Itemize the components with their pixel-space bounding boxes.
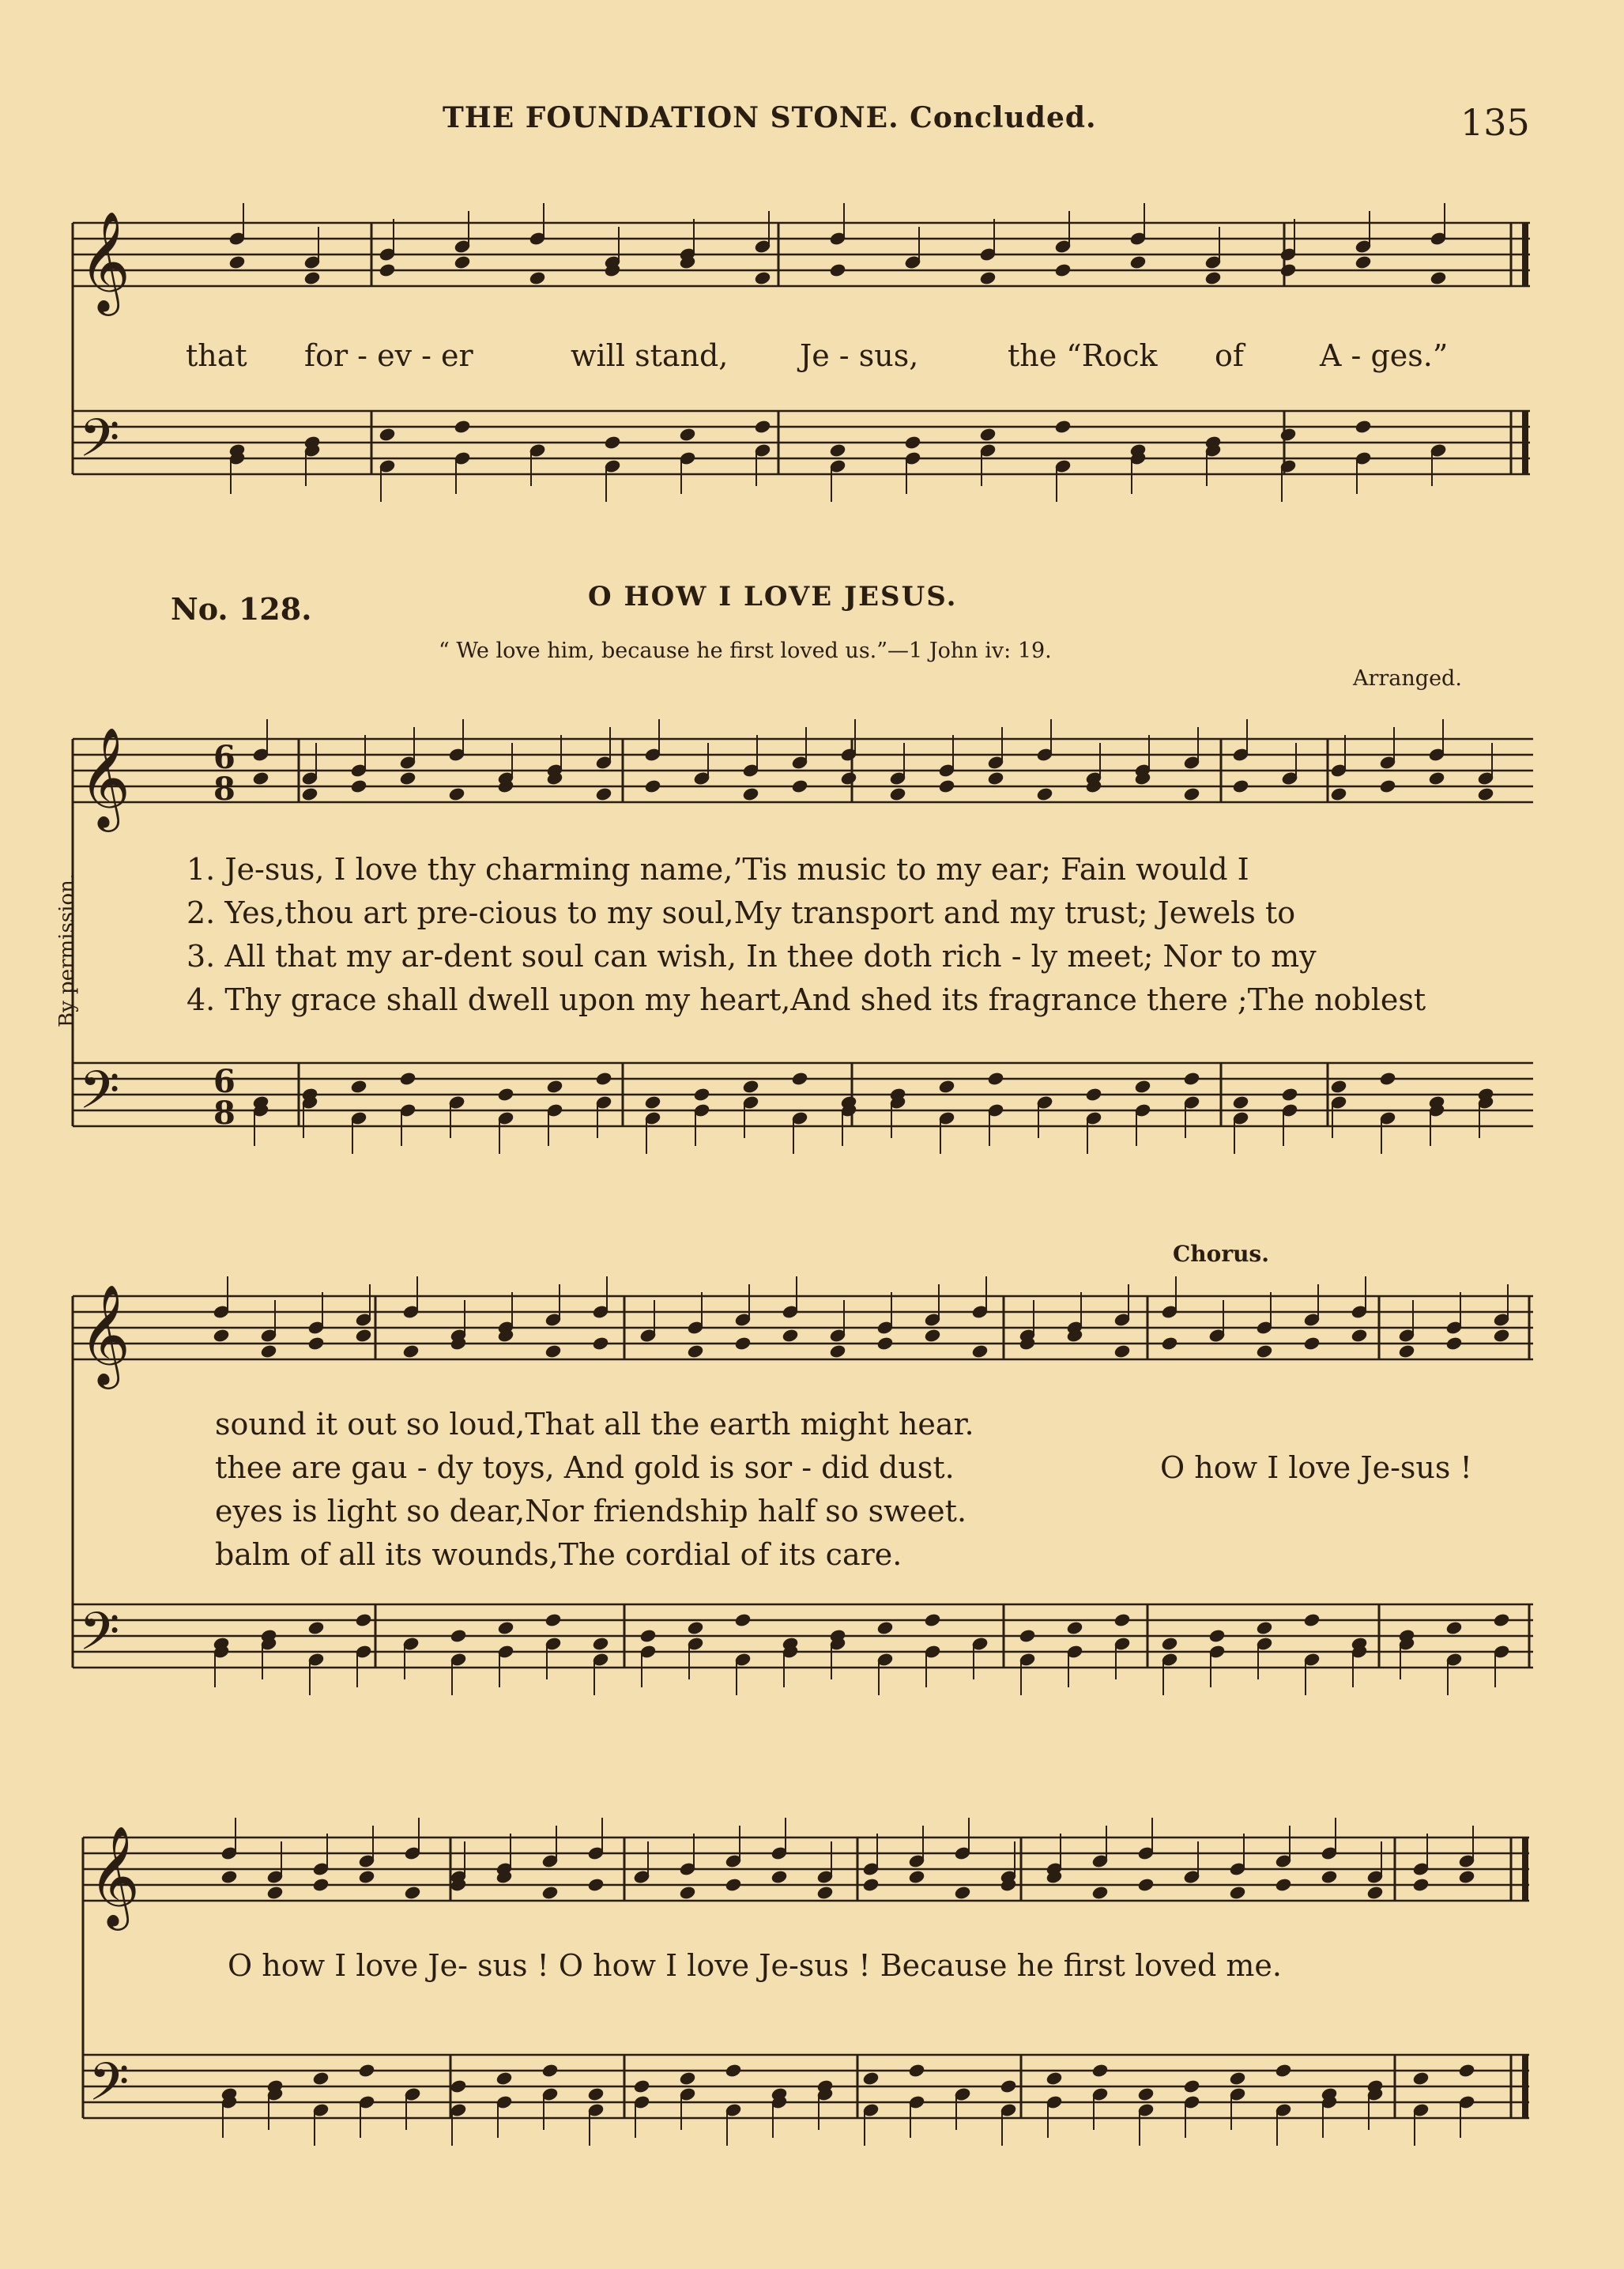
note-head bbox=[1137, 2087, 1154, 2101]
system2-barlines bbox=[73, 739, 1328, 1126]
note-head bbox=[1183, 787, 1200, 801]
note-head bbox=[644, 1095, 661, 1110]
note-head bbox=[1445, 1621, 1462, 1635]
verse-line: 4. Thy grace shall dwell upon my heart,And shed its fragrance there ;The noblest bbox=[187, 982, 1426, 1017]
note-head bbox=[904, 435, 921, 450]
note-head bbox=[889, 787, 906, 801]
note-head bbox=[303, 271, 320, 285]
note-head bbox=[987, 771, 1004, 786]
treble-clef-icon: 𝄞 bbox=[79, 210, 131, 311]
note-head bbox=[1275, 2064, 1291, 2078]
chorus-lyric-line: O how I love Je- sus ! O how I love Je-sus ! Because he first loved me. bbox=[228, 1948, 1282, 1983]
note-head bbox=[1412, 1878, 1429, 1892]
verse-line: 1. Je-sus, I love thy charming name,’Tis music to my ear; Fain would I bbox=[187, 852, 1249, 887]
note-head bbox=[1229, 1886, 1245, 1900]
note-head bbox=[816, 1886, 833, 1900]
note-head bbox=[1066, 1621, 1083, 1635]
note-head bbox=[734, 1613, 751, 1627]
note-head bbox=[587, 1878, 604, 1892]
note-head bbox=[595, 1072, 612, 1086]
note-head bbox=[546, 1080, 563, 1094]
note-head bbox=[979, 428, 996, 442]
note-head bbox=[1303, 1336, 1320, 1351]
note-head bbox=[1000, 2079, 1016, 2094]
permission-note: By permission. bbox=[55, 873, 79, 1027]
note-head bbox=[908, 2064, 925, 2078]
note-head bbox=[1493, 1329, 1509, 1343]
note-head bbox=[355, 1329, 371, 1343]
note-head bbox=[938, 1080, 955, 1094]
note-head bbox=[633, 2079, 650, 2094]
verse-line: sound it out so loud,That all the earth might hear. bbox=[215, 1407, 974, 1442]
note-head bbox=[1085, 1087, 1102, 1102]
note-head bbox=[307, 1336, 324, 1351]
note-head bbox=[1430, 271, 1446, 285]
page-number: 135 bbox=[1460, 101, 1530, 144]
chorus-lyric: O how I love Je-sus ! bbox=[1160, 1450, 1472, 1485]
note-head bbox=[639, 1629, 656, 1643]
bass-clef-icon: 𝄢 bbox=[89, 2052, 130, 2125]
note-head bbox=[1355, 420, 1371, 434]
note-head bbox=[687, 1344, 703, 1359]
note-head bbox=[644, 779, 661, 793]
note-head bbox=[1229, 2071, 1245, 2086]
note-head bbox=[350, 1080, 367, 1094]
lyric-word: the “Rock bbox=[1008, 338, 1158, 373]
bass-clef-icon: 𝄢 bbox=[79, 1601, 120, 1675]
note-head bbox=[1161, 1336, 1177, 1351]
note-head bbox=[829, 1344, 846, 1359]
note-head bbox=[220, 1870, 237, 1884]
note-head bbox=[587, 2087, 604, 2101]
note-head bbox=[312, 2071, 329, 2086]
note-head bbox=[1208, 1629, 1225, 1643]
note-head bbox=[1458, 1870, 1475, 1884]
note-head bbox=[1129, 255, 1146, 269]
note-head bbox=[1279, 263, 1296, 277]
note-head bbox=[829, 263, 846, 277]
note-head bbox=[497, 1087, 514, 1102]
running-title: THE FOUNDATION STONE. Concluded. bbox=[443, 101, 1097, 134]
note-head bbox=[301, 787, 318, 801]
note-head bbox=[1355, 255, 1371, 269]
note-head bbox=[687, 1621, 703, 1635]
note-head bbox=[1477, 787, 1494, 801]
note-head bbox=[1054, 263, 1071, 277]
note-head bbox=[604, 435, 620, 450]
note-head bbox=[379, 263, 395, 277]
note-head bbox=[954, 1886, 970, 1900]
note-head bbox=[312, 1878, 329, 1892]
note-head bbox=[725, 2064, 741, 2078]
svg-text:6: 6 bbox=[213, 1063, 235, 1100]
treble-clef-icon: 𝄞 bbox=[79, 1283, 131, 1385]
note-head bbox=[1379, 779, 1396, 793]
lyric-word: of bbox=[1215, 338, 1244, 373]
note-head bbox=[679, 2071, 695, 2086]
treble-clef-icon: 𝄞 bbox=[89, 1825, 141, 1926]
note-head bbox=[840, 771, 857, 786]
note-head bbox=[938, 779, 955, 793]
note-head bbox=[1458, 2064, 1475, 2078]
note-head bbox=[1256, 1344, 1272, 1359]
note-head bbox=[1091, 2064, 1108, 2078]
svg-text:8: 8 bbox=[213, 1095, 235, 1132]
system2-treble-staff bbox=[73, 739, 1533, 802]
note-head bbox=[307, 1621, 324, 1635]
note-head bbox=[1232, 779, 1249, 793]
note-head bbox=[1019, 1629, 1035, 1643]
note-head bbox=[1281, 1087, 1298, 1102]
note-head bbox=[829, 443, 846, 458]
svg-text:6: 6 bbox=[213, 739, 235, 776]
note-head bbox=[1279, 428, 1296, 442]
note-head bbox=[1303, 1613, 1320, 1627]
note-head bbox=[1091, 1886, 1108, 1900]
note-head bbox=[1398, 1344, 1415, 1359]
note-head bbox=[862, 1878, 879, 1892]
note-head bbox=[979, 271, 996, 285]
system3-treble-staff bbox=[73, 1296, 1533, 1359]
note-head bbox=[495, 2071, 512, 2086]
note-head bbox=[592, 1336, 609, 1351]
verse-line: balm of all its wounds,The cordial of its care. bbox=[215, 1537, 902, 1572]
lyric-word: Je - sus, bbox=[800, 338, 919, 373]
bass-clef-icon: 𝄢 bbox=[79, 408, 120, 481]
system1-barlines bbox=[73, 223, 1525, 474]
bass-clef-icon: 𝄢 bbox=[79, 1060, 120, 1133]
note-head bbox=[876, 1621, 893, 1635]
note-head bbox=[358, 1870, 375, 1884]
verse-line: thee are gau - dy toys, And gold is sor - did dust. bbox=[215, 1450, 955, 1485]
note-head bbox=[350, 779, 367, 793]
note-head bbox=[1204, 271, 1221, 285]
note-head bbox=[355, 1613, 371, 1627]
system4-bass-staff bbox=[83, 2055, 1529, 2118]
lyric-word: that bbox=[186, 338, 247, 373]
note-head bbox=[1113, 1613, 1130, 1627]
note-head bbox=[876, 1336, 893, 1351]
note-head bbox=[908, 1870, 925, 1884]
note-head bbox=[1256, 1621, 1272, 1635]
note-head bbox=[862, 2071, 879, 2086]
note-head bbox=[544, 1613, 561, 1627]
note-head bbox=[450, 2079, 466, 2094]
note-head bbox=[228, 255, 245, 269]
note-head bbox=[791, 779, 808, 793]
note-head bbox=[379, 428, 395, 442]
note-head bbox=[529, 271, 545, 285]
note-head bbox=[1366, 1886, 1383, 1900]
system4-treble-staff bbox=[83, 1837, 1529, 1901]
note-head bbox=[358, 2064, 375, 2078]
verse-line: eyes is light so dear,Nor friendship half so sweet. bbox=[215, 1494, 967, 1528]
note-head bbox=[402, 1344, 419, 1359]
epigraph: “ We love him, because he first loved us.”—1 John iv: 19. bbox=[439, 639, 1052, 663]
note-head bbox=[782, 1329, 798, 1343]
note-head bbox=[448, 787, 465, 801]
note-head bbox=[734, 1336, 751, 1351]
note-head bbox=[1351, 1329, 1367, 1343]
note-head bbox=[399, 771, 416, 786]
note-head bbox=[987, 1072, 1004, 1086]
note-head bbox=[497, 1621, 514, 1635]
note-head bbox=[260, 1344, 277, 1359]
note-head bbox=[454, 255, 470, 269]
note-head bbox=[771, 1870, 787, 1884]
note-head bbox=[266, 1886, 283, 1900]
treble-clef-icon: 𝄞 bbox=[79, 726, 131, 827]
system1-bass-staff bbox=[73, 411, 1530, 474]
note-head bbox=[1137, 1878, 1154, 1892]
verse-line: 3. All that my ar-dent soul can wish, In thee doth rich - ly meet; Nor to my bbox=[187, 939, 1317, 974]
note-head bbox=[1330, 1080, 1347, 1094]
note-head bbox=[754, 420, 771, 434]
note-head bbox=[924, 1613, 940, 1627]
note-head bbox=[1321, 1870, 1337, 1884]
note-head bbox=[791, 1072, 808, 1086]
note-head bbox=[595, 787, 612, 801]
hymn-number: No. 128. bbox=[171, 591, 312, 627]
hymn-title: O HOW I LOVE JESUS. bbox=[588, 581, 958, 612]
note-head bbox=[1183, 2079, 1200, 2094]
lyric-word: for - ev - er bbox=[304, 338, 473, 373]
lyric-word: will stand, bbox=[571, 338, 729, 373]
lyric-word: A - ges.” bbox=[1320, 338, 1449, 373]
note-head bbox=[725, 1878, 741, 1892]
note-head bbox=[450, 1629, 466, 1643]
note-head bbox=[252, 771, 269, 786]
arranged-credit: Arranged. bbox=[1353, 666, 1462, 691]
chorus-label: Chorus. bbox=[1173, 1241, 1269, 1267]
verse-line: 2. Yes,thou art pre-cious to my soul,My transport and my trust; Jewels to bbox=[187, 895, 1296, 930]
note-head bbox=[1412, 2071, 1429, 2086]
note-head bbox=[544, 1344, 561, 1359]
note-head bbox=[679, 428, 695, 442]
note-head bbox=[541, 1886, 558, 1900]
note-head bbox=[592, 1637, 609, 1651]
note-head bbox=[1046, 2071, 1062, 2086]
note-head bbox=[1134, 1080, 1151, 1094]
note-head bbox=[213, 1329, 229, 1343]
note-head bbox=[454, 420, 470, 434]
note-head bbox=[971, 1344, 988, 1359]
note-head bbox=[1183, 1072, 1200, 1086]
note-head bbox=[693, 1087, 710, 1102]
note-head bbox=[742, 787, 759, 801]
note-head bbox=[742, 1080, 759, 1094]
note-head bbox=[541, 2064, 558, 2078]
note-head bbox=[1161, 1637, 1177, 1651]
note-head bbox=[754, 271, 771, 285]
note-head bbox=[1232, 1095, 1249, 1110]
note-head bbox=[1036, 787, 1053, 801]
note-head bbox=[1379, 1072, 1396, 1086]
note-head bbox=[924, 1329, 940, 1343]
note-head bbox=[404, 1886, 420, 1900]
note-head bbox=[1054, 420, 1071, 434]
note-head bbox=[399, 1072, 416, 1086]
note-head bbox=[1428, 771, 1445, 786]
svg-text:8: 8 bbox=[213, 771, 235, 808]
note-head bbox=[1330, 787, 1347, 801]
note-head bbox=[679, 1886, 695, 1900]
note-head bbox=[1493, 1613, 1509, 1627]
note-head bbox=[1113, 1344, 1130, 1359]
note-head bbox=[1275, 1878, 1291, 1892]
note-head bbox=[1445, 1336, 1462, 1351]
system1-treble-staff bbox=[73, 223, 1530, 286]
